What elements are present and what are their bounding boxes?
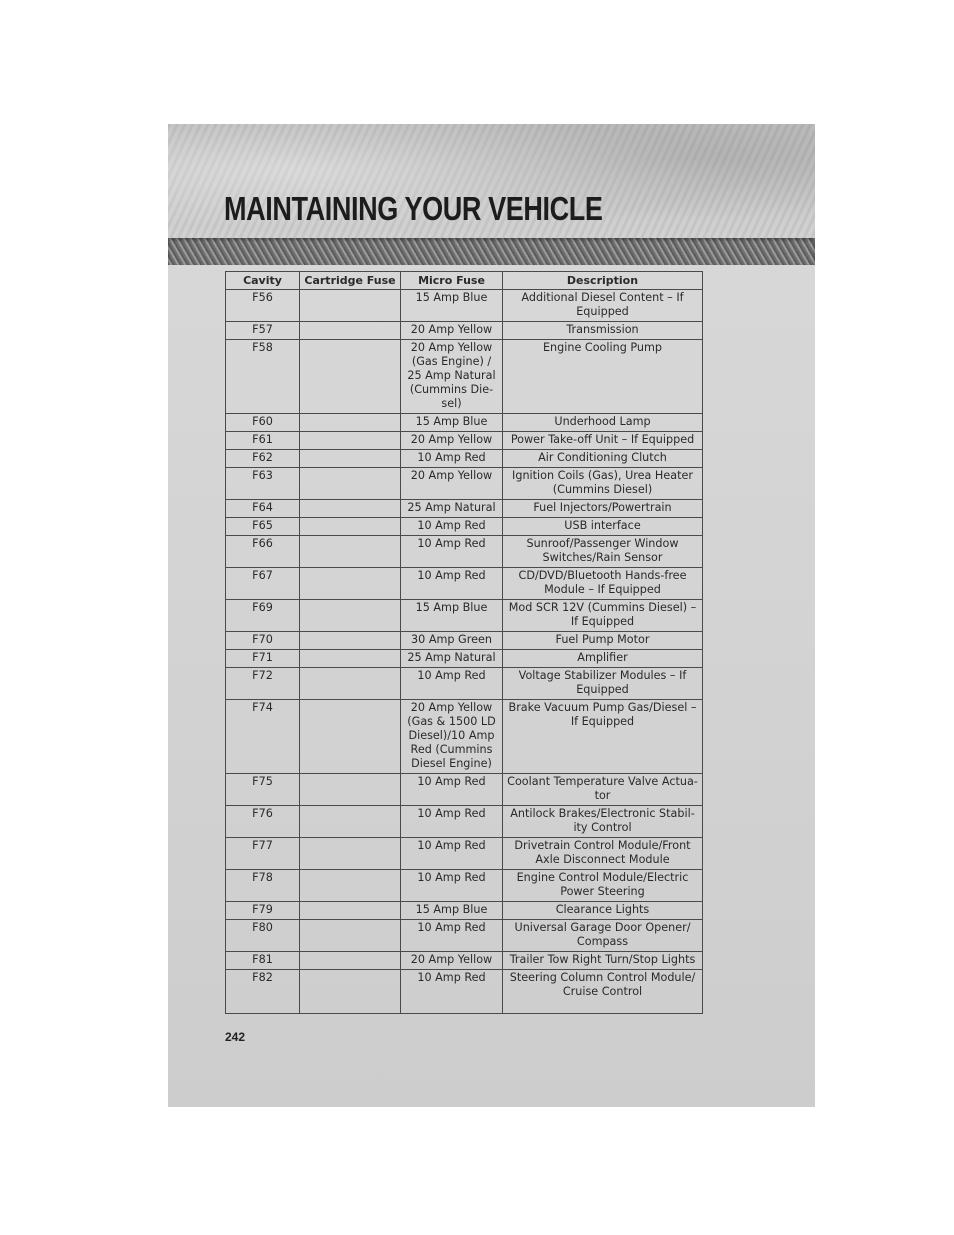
cell-description: Universal Garage Door Opener/ Compass	[503, 920, 703, 952]
cell-cartridge-fuse	[300, 500, 401, 518]
cell-description: Antilock Brakes/Electronic Stabil-ity Control	[503, 806, 703, 838]
cell-description: Drivetrain Control Module/Front Axle Disconnect Module	[503, 838, 703, 870]
cell-description: Additional Diesel Content – If Equipped	[503, 290, 703, 322]
cell-description: Power Take-off Unit – If Equipped	[503, 432, 703, 450]
table-row	[226, 774, 703, 806]
cell-micro-fuse: 15 Amp Blue	[401, 290, 503, 322]
cell-micro-fuse: 20 Amp Yellow	[401, 468, 503, 500]
table-row	[226, 468, 703, 500]
table-row	[226, 536, 703, 568]
cell-description: Underhood Lamp	[503, 414, 703, 432]
cell-micro-fuse: 10 Amp Red	[401, 774, 503, 806]
table-row	[226, 902, 703, 920]
cell-cavity: F80	[226, 920, 300, 952]
cell-cavity: F57	[226, 322, 300, 340]
cell-cavity: F74	[226, 700, 300, 774]
table-row	[226, 668, 703, 700]
cell-description: Amplifier	[503, 650, 703, 668]
column-header-cartridge-fuse: Cartridge Fuse	[300, 272, 401, 290]
cell-cartridge-fuse	[300, 806, 401, 838]
cell-cartridge-fuse	[300, 952, 401, 970]
cell-cartridge-fuse	[300, 414, 401, 432]
manual-page	[168, 124, 815, 1107]
table-row	[226, 450, 703, 468]
cell-cartridge-fuse	[300, 632, 401, 650]
cell-cavity: F63	[226, 468, 300, 500]
cell-cavity: F78	[226, 870, 300, 902]
cell-cavity: F64	[226, 500, 300, 518]
cell-description: Clearance Lights	[503, 902, 703, 920]
cell-cartridge-fuse	[300, 920, 401, 952]
table-body	[226, 290, 703, 1014]
cell-cartridge-fuse	[300, 290, 401, 322]
table-row	[226, 322, 703, 340]
cell-cartridge-fuse	[300, 774, 401, 806]
fuse-table	[225, 271, 703, 1014]
header-texture-band	[168, 238, 815, 265]
page-number: 242	[225, 1030, 246, 1044]
cell-description: Engine Cooling Pump	[503, 340, 703, 414]
cell-cavity: F67	[226, 568, 300, 600]
cell-description: Trailer Tow Right Turn/Stop Lights	[503, 952, 703, 970]
table-row	[226, 518, 703, 536]
cell-cartridge-fuse	[300, 668, 401, 700]
cell-description: Sunroof/Passenger Window Switches/Rain Sensor	[503, 536, 703, 568]
cell-cavity: F62	[226, 450, 300, 468]
cell-cavity: F58	[226, 340, 300, 414]
cell-micro-fuse: 10 Amp Red	[401, 920, 503, 952]
table-row	[226, 870, 703, 902]
table-row	[226, 806, 703, 838]
cell-micro-fuse: 10 Amp Red	[401, 568, 503, 600]
cell-cavity: F70	[226, 632, 300, 650]
cell-cartridge-fuse	[300, 650, 401, 668]
cell-micro-fuse: 20 Amp Yellow	[401, 432, 503, 450]
cell-micro-fuse: 10 Amp Red	[401, 870, 503, 902]
cell-cavity: F76	[226, 806, 300, 838]
cell-cartridge-fuse	[300, 970, 401, 1014]
cell-cavity: F60	[226, 414, 300, 432]
table-row	[226, 600, 703, 632]
table-row	[226, 970, 703, 1014]
cell-cavity: F77	[226, 838, 300, 870]
cell-micro-fuse: 20 Amp Yellow (Gas Engine) / 25 Amp Natural (Cummins Die-sel)	[401, 340, 503, 414]
cell-micro-fuse: 10 Amp Red	[401, 838, 503, 870]
table-row	[226, 340, 703, 414]
cell-description: Fuel Injectors/Powertrain	[503, 500, 703, 518]
cell-cavity: F81	[226, 952, 300, 970]
cell-description: CD/DVD/Bluetooth Hands-free Module – If Equipped	[503, 568, 703, 600]
table-row	[226, 700, 703, 774]
cell-cavity: F72	[226, 668, 300, 700]
cell-micro-fuse: 10 Amp Red	[401, 536, 503, 568]
cell-description: Ignition Coils (Gas), Urea Heater (Cummins Diesel)	[503, 468, 703, 500]
cell-description: Fuel Pump Motor	[503, 632, 703, 650]
cell-cavity: F65	[226, 518, 300, 536]
cell-cartridge-fuse	[300, 536, 401, 568]
cell-micro-fuse: 30 Amp Green	[401, 632, 503, 650]
table-row	[226, 414, 703, 432]
cell-cartridge-fuse	[300, 340, 401, 414]
cell-cavity: F61	[226, 432, 300, 450]
cell-micro-fuse: 10 Amp Red	[401, 806, 503, 838]
cell-description: Steering Column Control Module/ Cruise Control	[503, 970, 703, 1014]
column-header-cavity: Cavity	[226, 272, 300, 290]
cell-cavity: F75	[226, 774, 300, 806]
cell-micro-fuse: 20 Amp Yellow	[401, 322, 503, 340]
cell-description: Air Conditioning Clutch	[503, 450, 703, 468]
cell-cavity: F79	[226, 902, 300, 920]
cell-description: Mod SCR 12V (Cummins Diesel) – If Equipped	[503, 600, 703, 632]
cell-cavity: F69	[226, 600, 300, 632]
table-row	[226, 920, 703, 952]
cell-description: Engine Control Module/Electric Power Steering	[503, 870, 703, 902]
page-title: MAINTAINING YOUR VEHICLE	[224, 190, 603, 227]
cell-micro-fuse: 10 Amp Red	[401, 450, 503, 468]
table-row	[226, 432, 703, 450]
cell-micro-fuse: 15 Amp Blue	[401, 600, 503, 632]
cell-cartridge-fuse	[300, 432, 401, 450]
cell-cartridge-fuse	[300, 838, 401, 870]
table-row	[226, 290, 703, 322]
cell-cartridge-fuse	[300, 902, 401, 920]
column-header-description: Description	[503, 272, 703, 290]
table-header-row	[226, 272, 703, 290]
cell-cartridge-fuse	[300, 322, 401, 340]
cell-micro-fuse: 10 Amp Red	[401, 518, 503, 536]
cell-description: USB interface	[503, 518, 703, 536]
cell-micro-fuse: 15 Amp Blue	[401, 902, 503, 920]
cell-description: Voltage Stabilizer Modules – If Equipped	[503, 668, 703, 700]
cell-micro-fuse: 10 Amp Red	[401, 970, 503, 1014]
cell-cartridge-fuse	[300, 870, 401, 902]
cell-cartridge-fuse	[300, 518, 401, 536]
cell-micro-fuse: 20 Amp Yellow (Gas & 1500 LD Diesel)/10 Amp Red (Cummins Diesel Engine)	[401, 700, 503, 774]
cell-micro-fuse: 20 Amp Yellow	[401, 952, 503, 970]
table-row	[226, 650, 703, 668]
cell-cavity: F71	[226, 650, 300, 668]
cell-cartridge-fuse	[300, 700, 401, 774]
table-row	[226, 568, 703, 600]
cell-cavity: F66	[226, 536, 300, 568]
cell-cartridge-fuse	[300, 568, 401, 600]
cell-cartridge-fuse	[300, 600, 401, 632]
cell-cartridge-fuse	[300, 450, 401, 468]
cell-cartridge-fuse	[300, 468, 401, 500]
column-header-micro-fuse: Micro Fuse	[401, 272, 503, 290]
cell-description: Transmission	[503, 322, 703, 340]
table-row	[226, 632, 703, 650]
cell-cavity: F56	[226, 290, 300, 322]
cell-cavity: F82	[226, 970, 300, 1014]
cell-micro-fuse: 10 Amp Red	[401, 668, 503, 700]
table-row	[226, 952, 703, 970]
cell-description: Coolant Temperature Valve Actua-tor	[503, 774, 703, 806]
cell-micro-fuse: 25 Amp Natural	[401, 650, 503, 668]
table-row	[226, 838, 703, 870]
cell-micro-fuse: 15 Amp Blue	[401, 414, 503, 432]
table-row	[226, 500, 703, 518]
cell-micro-fuse: 25 Amp Natural	[401, 500, 503, 518]
cell-description: Brake Vacuum Pump Gas/Diesel – If Equipped	[503, 700, 703, 774]
section-header	[168, 124, 815, 238]
